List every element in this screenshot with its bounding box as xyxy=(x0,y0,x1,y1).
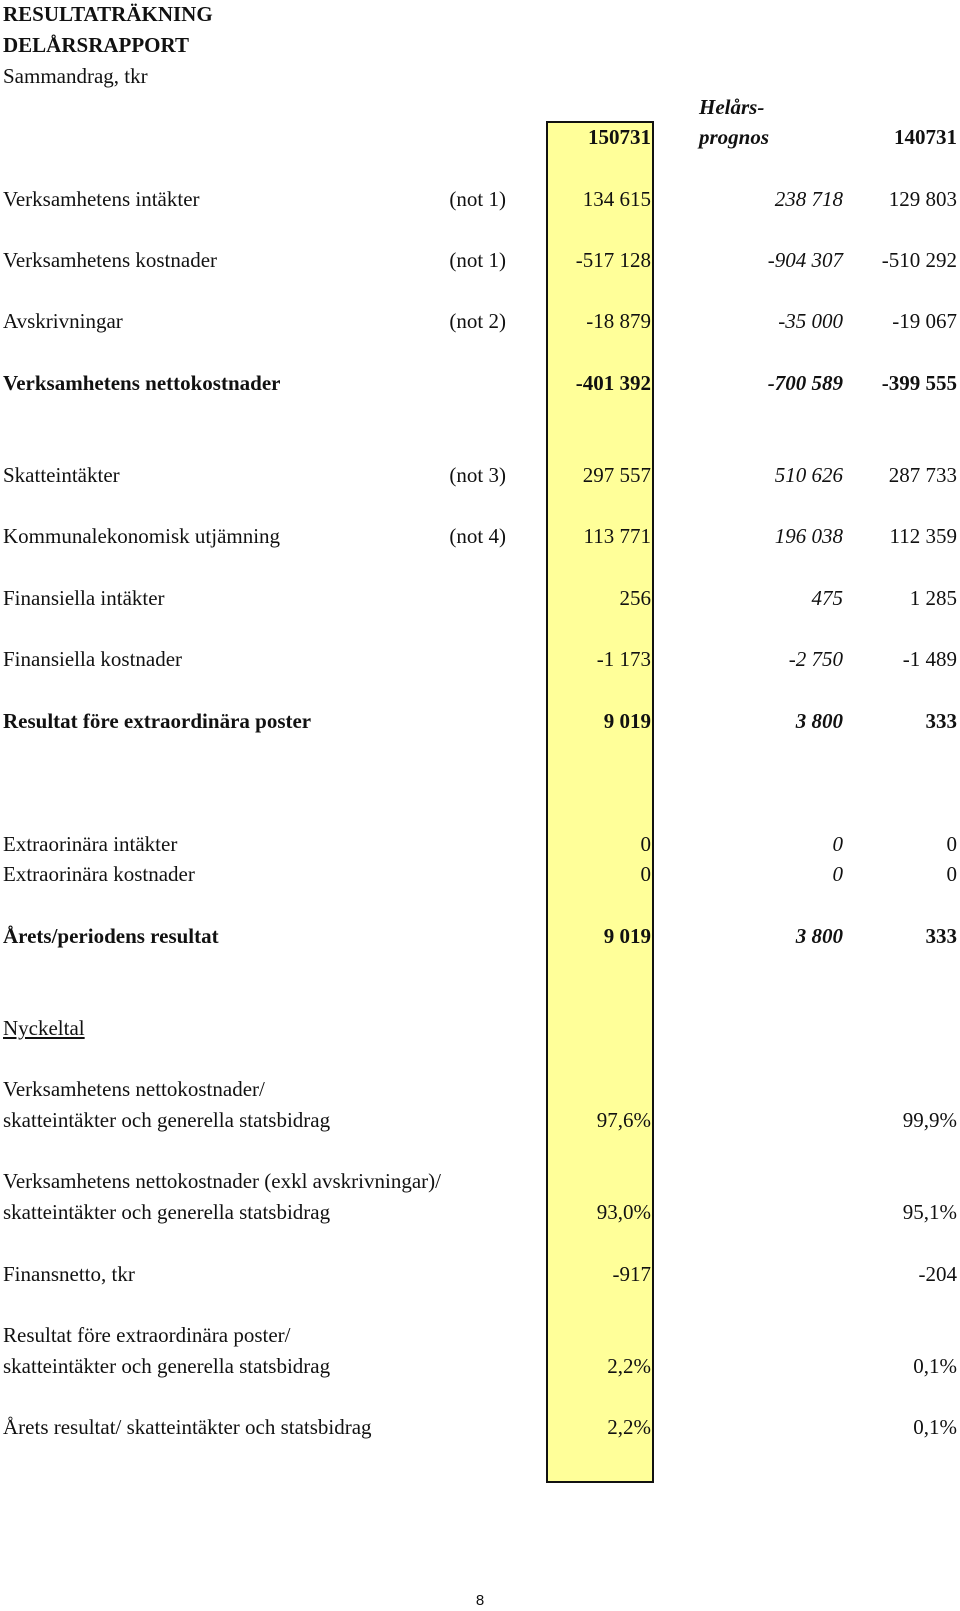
row-value-current: 9 019 xyxy=(603,924,651,948)
row-value-previous: -399 555 xyxy=(881,371,957,395)
key-figure-previous: 99,9% xyxy=(902,1108,957,1132)
row-label: Verksamhetens intäkter xyxy=(3,187,200,211)
row-value-forecast: 0 xyxy=(832,832,843,856)
key-figure-label-cont: skatteintäkter och generella statsbidrag xyxy=(3,1108,331,1132)
row-value-current: -18 879 xyxy=(586,309,651,333)
row-note: (not 1) xyxy=(449,187,506,211)
key-figure-label-cont: skatteintäkter och generella statsbidrag xyxy=(3,1200,331,1224)
key-figure-previous: 0,1% xyxy=(913,1354,957,1378)
key-figure-current: -917 xyxy=(612,1262,651,1286)
row-value-current: 113 771 xyxy=(583,524,651,548)
row-note: (not 4) xyxy=(449,524,506,548)
row-value-forecast: 510 626 xyxy=(774,463,843,487)
row-note: (not 1) xyxy=(449,248,506,272)
key-figure-label: Verksamhetens nettokostnader/ xyxy=(3,1077,265,1101)
key-figure-previous: 95,1% xyxy=(902,1200,957,1224)
key-figure-current: 2,2% xyxy=(607,1354,651,1378)
row-value-current: 0 xyxy=(640,832,651,856)
row-note: (not 2) xyxy=(449,309,506,333)
row-value-forecast: -904 307 xyxy=(767,248,843,272)
row-value-current: 256 xyxy=(619,586,651,610)
report-unit: Sammandrag, tkr xyxy=(3,64,148,88)
row-value-forecast: -35 000 xyxy=(778,309,843,333)
key-figure-previous: 0,1% xyxy=(913,1415,957,1439)
column-header-previous: 140731 xyxy=(894,125,957,149)
row-value-previous: 0 xyxy=(946,862,957,886)
row-value-previous: 112 359 xyxy=(889,524,957,548)
key-figure-label: Resultat före extraordinära poster/ xyxy=(3,1323,291,1347)
key-figure-label: Årets resultat/ skatteintäkter och statsbidrag xyxy=(3,1415,372,1439)
row-value-forecast: 238 718 xyxy=(774,187,843,211)
row-value-forecast: -700 589 xyxy=(767,371,843,395)
key-figure-current: 93,0% xyxy=(596,1200,651,1224)
row-value-forecast: -2 750 xyxy=(788,647,843,671)
row-value-current: -1 173 xyxy=(596,647,651,671)
key-figure-label: Verksamhetens nettokostnader (exkl avskrivningar)/ xyxy=(3,1169,441,1193)
row-value-forecast: 196 038 xyxy=(774,524,843,548)
column-header-current: 150731 xyxy=(588,125,651,149)
row-value-forecast: 475 xyxy=(811,586,843,610)
row-label: Verksamhetens kostnader xyxy=(3,248,218,272)
key-figure-previous: -204 xyxy=(918,1262,957,1286)
row-label: Skatteintäkter xyxy=(3,463,120,487)
row-value-previous: 1 285 xyxy=(909,586,957,610)
row-value-previous: -19 067 xyxy=(892,309,957,333)
key-figures-heading: Nyckeltal xyxy=(3,1016,85,1040)
row-label: Extraorinära kostnader xyxy=(3,862,195,886)
row-label: Kommunalekonomisk utjämning xyxy=(3,524,281,548)
row-value-previous: -1 489 xyxy=(902,647,957,671)
key-figure-current: 97,6% xyxy=(596,1108,651,1132)
page-number: 8 xyxy=(475,1592,485,1609)
row-value-current: 134 615 xyxy=(582,187,651,211)
row-value-forecast: 0 xyxy=(832,862,843,886)
column-header-forecast-line2: prognos xyxy=(699,125,770,149)
column-header-forecast-line1: Helårs- xyxy=(699,95,765,119)
row-value-previous: 287 733 xyxy=(888,463,957,487)
row-note: (not 3) xyxy=(449,463,506,487)
row-value-current: -401 392 xyxy=(575,371,651,395)
row-value-forecast: 3 800 xyxy=(795,709,843,733)
key-figure-label-cont: skatteintäkter och generella statsbidrag xyxy=(3,1354,331,1378)
row-label: Avskrivningar xyxy=(3,309,123,333)
row-label: Årets/periodens resultat xyxy=(3,924,219,948)
row-value-previous: 0 xyxy=(946,832,957,856)
report-subtitle: DELÅRSRAPPORT xyxy=(3,33,189,57)
row-value-forecast: 3 800 xyxy=(795,924,843,948)
row-label: Resultat före extraordinära poster xyxy=(3,709,312,733)
row-value-previous: 333 xyxy=(925,924,957,948)
row-label: Extraorinära intäkter xyxy=(3,832,178,856)
row-label: Finansiella intäkter xyxy=(3,586,165,610)
row-value-current: 9 019 xyxy=(603,709,651,733)
row-value-previous: 333 xyxy=(925,709,957,733)
row-value-current: 297 557 xyxy=(582,463,651,487)
row-value-previous: -510 292 xyxy=(881,248,957,272)
row-label: Finansiella kostnader xyxy=(3,647,183,671)
report-title: RESULTATRÄKNING xyxy=(3,2,213,26)
row-value-current: -517 128 xyxy=(575,248,651,272)
key-figure-current: 2,2% xyxy=(607,1415,651,1439)
key-figure-label: Finansnetto, tkr xyxy=(3,1262,135,1286)
row-value-previous: 129 803 xyxy=(888,187,957,211)
row-label: Verksamhetens nettokostnader xyxy=(3,371,281,395)
row-value-current: 0 xyxy=(640,862,651,886)
